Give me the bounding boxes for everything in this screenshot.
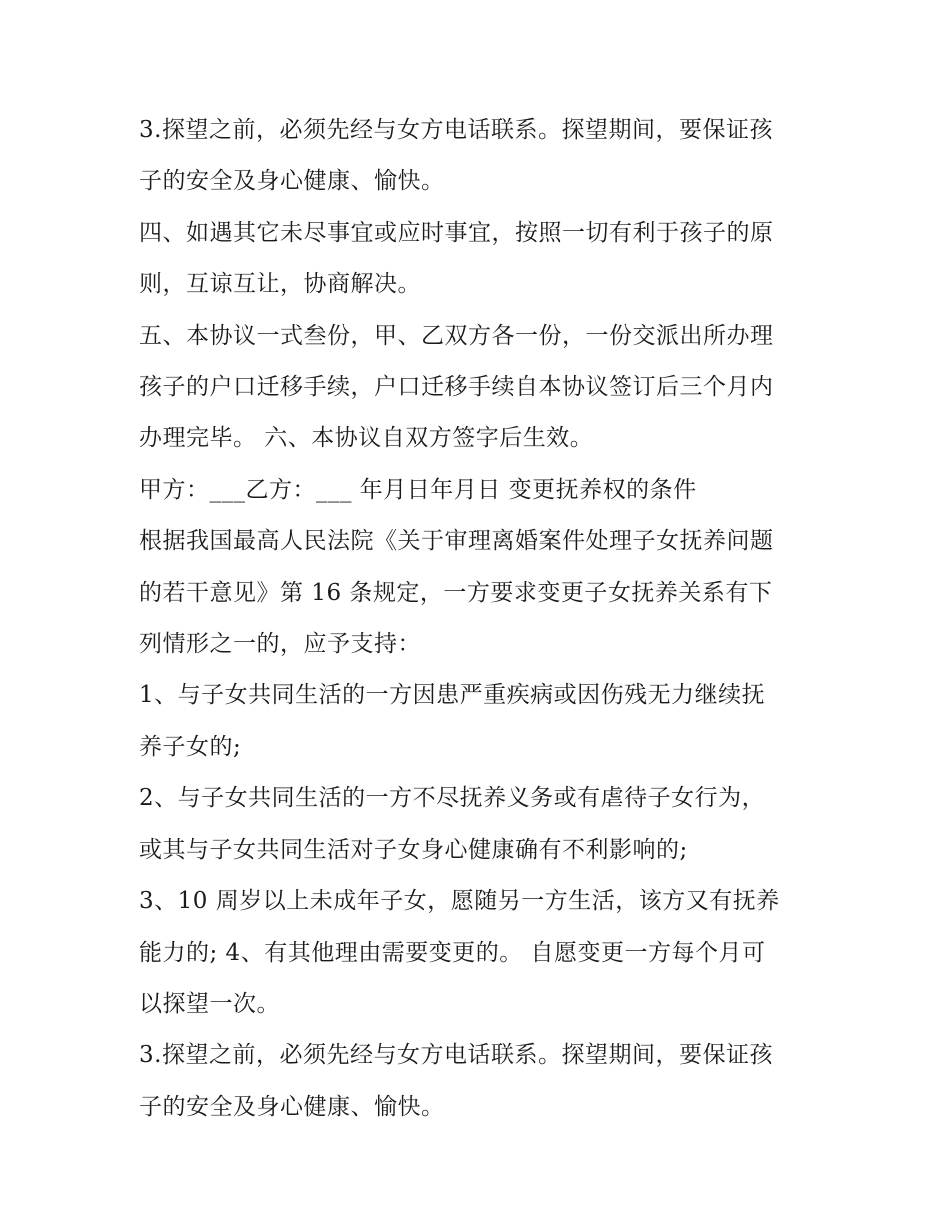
paragraph-visit-notice xyxy=(139,105,819,208)
text-line: 子的安全及身心健康、愉快。 xyxy=(139,168,445,195)
text-line: 3、10 周岁以上未成年子女，愿随另一方生活，该方又有抚养 xyxy=(139,888,780,915)
paragraph-visit-notice-repeat xyxy=(139,1030,819,1133)
text-line: 五、本协议一式叁份，甲、乙双方各一份，一份交派出所办理 xyxy=(139,322,774,349)
text-line: 则，互谅互让，协商解决。 xyxy=(139,271,421,298)
document-body xyxy=(139,105,819,1133)
text-line: 2、与子女共同生活的一方不尽抚养义务或有虐待子女行为， xyxy=(139,785,766,812)
text-line: 根据我国最高人民法院《关于审理离婚案件处理子女抚养问题 xyxy=(139,528,774,555)
paragraph-condition-one xyxy=(139,670,819,773)
paragraph-condition-two xyxy=(139,773,819,876)
text-line: 以探望一次。 xyxy=(139,990,280,1017)
paragraph-clause-four xyxy=(139,208,819,311)
text-line: 3.探望之前，必须先经与女方电话联系。探望期间，要保证孩 xyxy=(139,117,773,143)
text-line: 甲方：___乙方：___ 年月日年月日 变更抚养权的条件 xyxy=(139,476,697,503)
text-line: 3.探望之前，必须先经与女方电话联系。探望期间，要保证孩 xyxy=(139,1042,773,1069)
text-line: 1、与子女共同生活的一方因患严重疾病或因伤残无力继续抚 xyxy=(139,682,766,709)
text-line: 养子女的; xyxy=(139,733,242,760)
paragraph-signature-line xyxy=(139,465,819,516)
text-line: 的若干意见》第 16 条规定，一方要求变更子女抚养关系有下 xyxy=(139,579,773,606)
text-line: 孩子的户口迁移手续，户口迁移手续自本协议签订后三个月内 xyxy=(139,374,774,401)
paragraph-clause-five-six xyxy=(139,311,819,465)
text-line: 列情形之一的，应予支持： xyxy=(139,631,421,658)
text-line: 四、如遇其它未尽事宜或应时事宜，按照一切有利于孩子的原 xyxy=(139,219,774,246)
paragraph-legal-basis xyxy=(139,516,819,670)
text-line: 或其与子女共同生活对子女身心健康确有不利影响的; xyxy=(139,836,688,863)
text-line: 子的安全及身心健康、愉快。 xyxy=(139,1093,445,1120)
text-line: 办理完毕。 六、本协议自双方签字后生效。 xyxy=(139,425,594,452)
paragraph-condition-three-four xyxy=(139,876,819,1030)
text-line: 能力的; 4、有其他理由需要变更的。 自愿变更一方每个月可 xyxy=(139,939,766,966)
